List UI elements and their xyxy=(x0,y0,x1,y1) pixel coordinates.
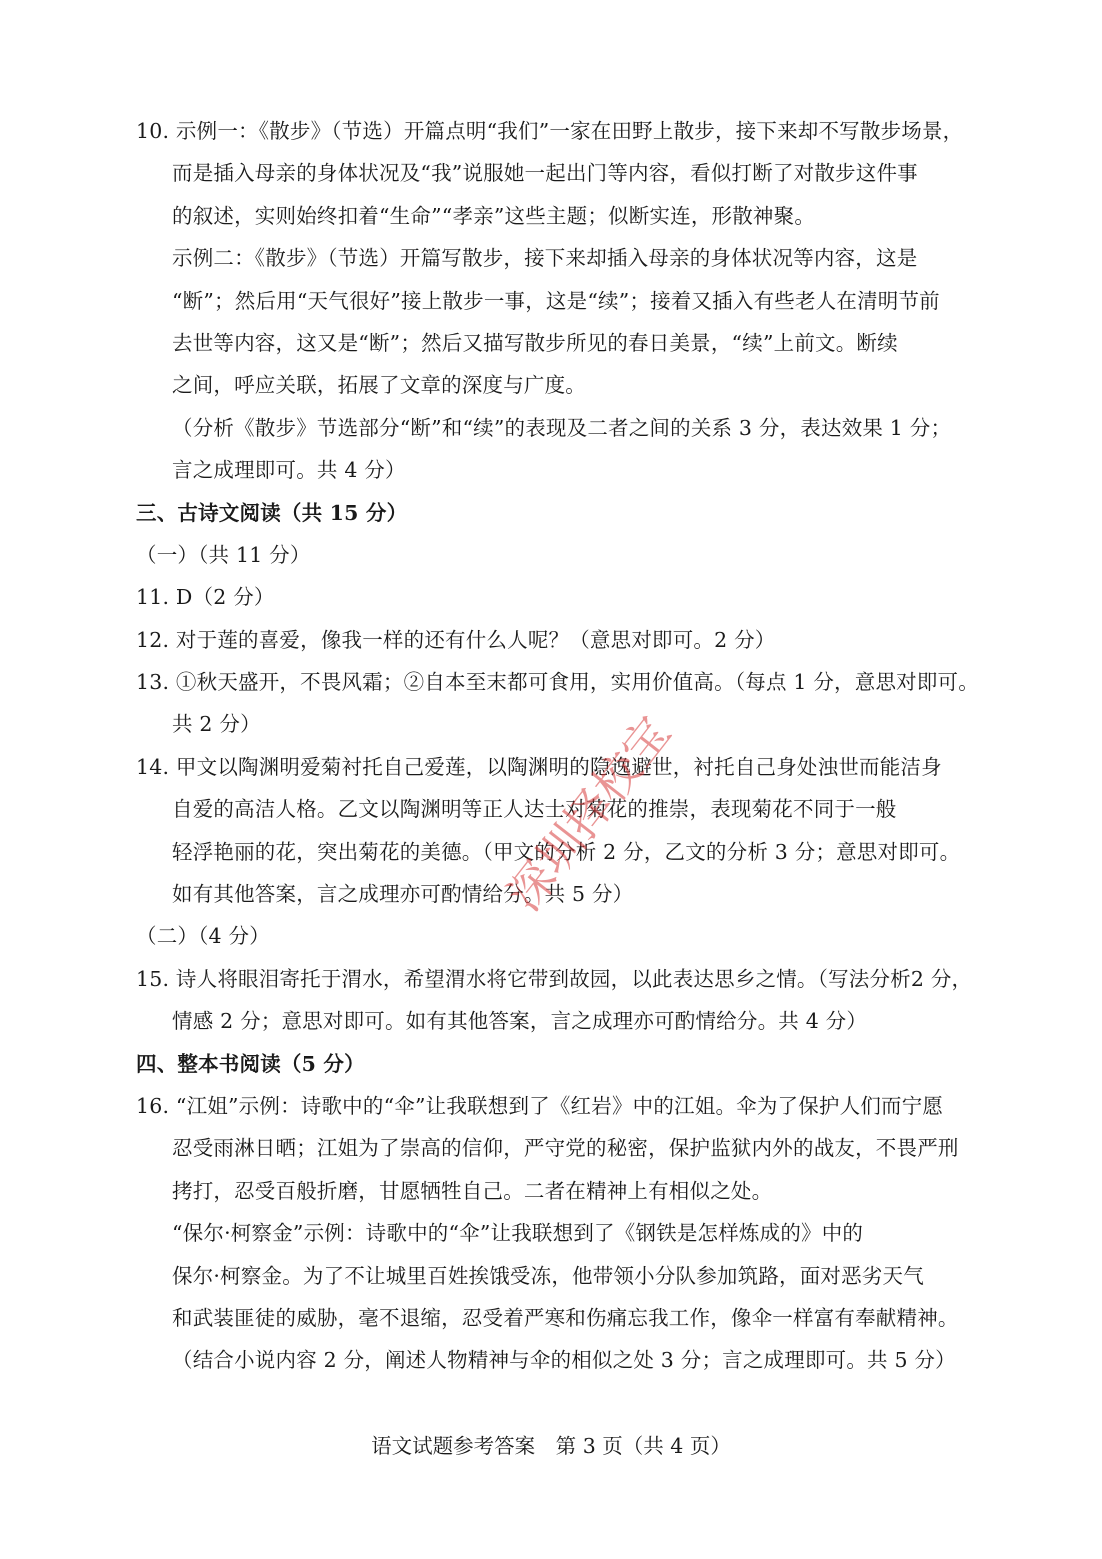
text-line: 11. D（2 分） xyxy=(136,585,275,610)
text-line: （分析《散步》节选部分“断”和“续”的表现及二者之间的关系 3 分，表达效果 1 分； xyxy=(172,415,952,440)
section-heading: 三、古诗文阅读（共 15 分） xyxy=(136,500,408,525)
subsection-heading: （二）（4 分） xyxy=(136,924,270,949)
text-line: 自爱的高洁人格。乙文以陶渊明等正人达士对菊花的推崇，表现菊花不同于一般 xyxy=(172,797,897,822)
text-line: 言之成理即可。共 4 分） xyxy=(172,458,406,483)
section-heading: 四、整本书阅读（5 分） xyxy=(136,1051,365,1076)
text-line: 10. 示例一：《散步》（节选）开篇点明“我们”一家在田野上散步，接下来却不写散步场景， xyxy=(136,119,964,143)
text-line: （结合小说内容 2 分，阐述人物精神与伞的相似之处 3 分；言之成理即可。共 5 分） xyxy=(172,1348,956,1373)
subsection-heading: （一）（共 11 分） xyxy=(136,542,311,567)
watermark-text: 深圳择校宝 xyxy=(496,706,682,921)
text-line: 而是插入母亲的身体状况及“我”说服她一起出门等内容，看似打断了对散步这件事 xyxy=(172,161,918,186)
text-line: 保尔·柯察金。为了不让城里百姓挨饿受冻，他带领小分队参加筑路，面对恶劣天气 xyxy=(172,1263,924,1288)
text-line: 14. 甲文以陶渊明爱菊衬托自己爱莲，以陶渊明的隐逸避世，衬托自己身处浊世而能洁身 xyxy=(136,754,942,779)
text-line: 拷打，忍受百般折磨，甘愿牺牲自己。二者在精神上有相似之处。 xyxy=(172,1178,773,1203)
text-line: 12. 对于莲的喜爱，像我一样的还有什么人呢？（意思对即可。2 分） xyxy=(136,627,776,652)
text-line: 如有其他答案，言之成理亦可酌情给分。共 5 分） xyxy=(172,882,634,907)
text-line: 15. 诗人将眼泪寄托于渭水，希望渭水将它带到故园，以此表达思乡之情。（写法分析2 分， xyxy=(136,966,973,991)
answer-content xyxy=(136,118,979,1390)
text-line: 共 2 分） xyxy=(172,712,261,737)
page-footer: 语文试题参考答案 第 3 页（共 4 页） xyxy=(371,1434,731,1458)
text-line: 去世等内容，这又是“断”；然后又描写散步所见的春日美景，“续”上前文。断续 xyxy=(172,330,898,355)
text-line: 情感 2 分；意思对即可。如有其他答案，言之成理亦可酌情给分。共 4 分） xyxy=(172,1009,868,1034)
text-line: 13. ①秋天盛开，不畏风霜；②自本至末都可食用，实用价值高。（每点 1 分，意思对即可。 xyxy=(136,670,979,695)
text-line: 16. “江姐”示例：诗歌中的“伞”让我联想到了《红岩》中的江姐。伞为了保护人们而宁愿 xyxy=(136,1093,944,1118)
text-line: 之间，呼应关联，拓展了文章的深度与广度。 xyxy=(172,373,586,398)
text-line: 忍受雨淋日晒；江姐为了崇高的信仰，严守党的秘密，保护监狱内外的战友，不畏严刑 xyxy=(172,1136,959,1161)
text-line: 轻浮艳丽的花，突出菊花的美德。（甲文的分析 2 分，乙文的分析 3 分；意思对即可。 xyxy=(172,839,961,864)
text-line: 和武装匪徒的威胁，毫不退缩，忍受着严寒和伤痛忘我工作，像伞一样富有奉献精神。 xyxy=(172,1305,959,1330)
text-line: “保尔·柯察金”示例：诗歌中的“伞”让我联想到了《钢铁是怎样炼成的》中的 xyxy=(172,1221,864,1246)
text-line: “断”；然后用“天气很好”接上散步一事，这是“续”；接着又插入有些老人在清明节前 xyxy=(172,288,940,313)
text-line: 示例二：《散步》（节选）开篇写散步，接下来却插入母亲的身体状况等内容，这是 xyxy=(172,246,918,271)
text-line: 的叙述，实则始终扣着“生命”“孝亲”这些主题；似断实连，形散神聚。 xyxy=(172,203,816,228)
